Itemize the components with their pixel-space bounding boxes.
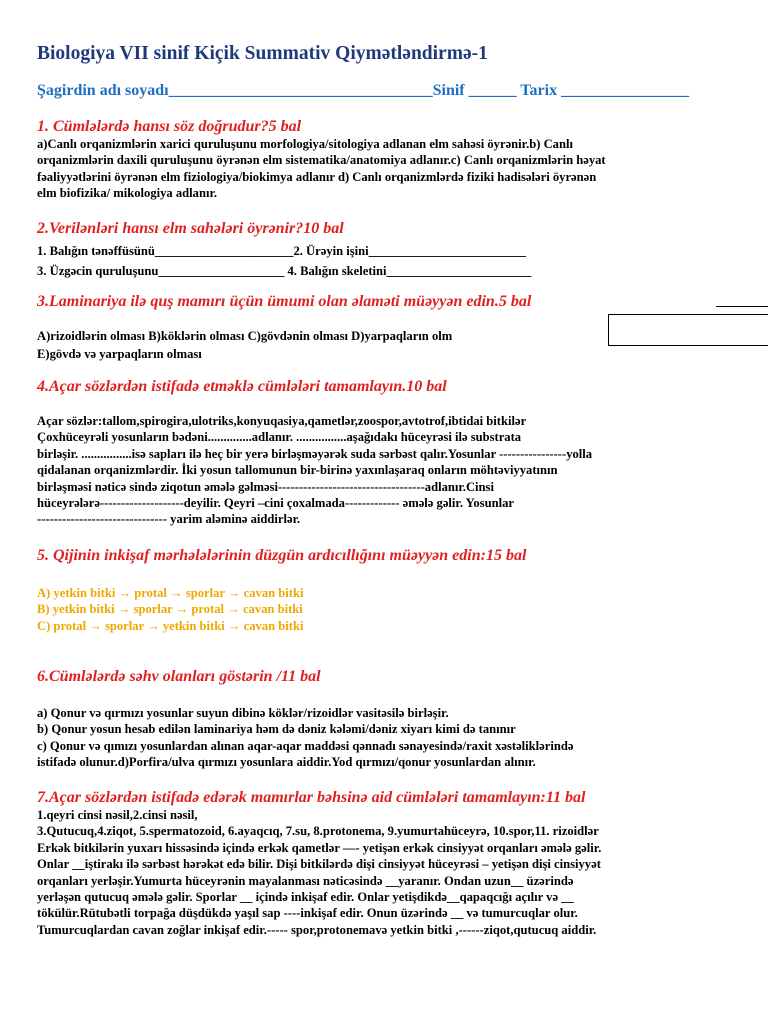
text-line: a)Canlı orqanizmlərin xarici quruluşunu morfologiya/sitologiya adlanan elm sahəsi öyrənir.b) Canlı [37,137,573,151]
question-1-text [37,136,742,202]
question-5-options [37,585,742,634]
text-line: Çoxhüceyrəli yosunların bədəni..............adlanır. ................aşağıdakı hüceyrəsi ilə substrata [37,430,522,445]
text-line: 1. Balığın tənəffüsünü______________________2. Ürəyin işini_________________________ [37,244,527,258]
text-line: yerləşən qutucuq əmələ gəlir. Sporlar __ içində inkişaf edir. Onlar yetişdikdə__qapaqcığı açılır və __ [37,890,574,905]
option-c: C) protal → sporlar → yetkin bitki → cavan bitki [37,618,304,633]
text-line: Açar sözlər:tallom,spirogira,ulotriks,konyuqasiya,qametlər,zoospor,avtotrof,ibtidai bitkilər [37,414,527,428]
question-5-title: 5. Qijinin inkişaf mərhələlərinin düzgün ardıcıllığını müəyyən edin:15 bal [37,547,527,564]
text-line: Tumurcuqlardan cavan zoğlar inkişaf edir.----- spor,protonemavə yetkin bitki ,------ziqot,qutucuq aiddir. [37,922,597,937]
question-7-text [37,807,742,938]
text-line: elm biofizika/ mikologiya adlanır. [37,186,218,201]
text-line: birləşməsi nəticə sində ziqotun əmələ gəlməsi-----------------------------------adlanır.Cinsi [37,479,494,494]
text-line: a) Qonur və qırmızı yosunlar suyun dibinə köklər/rizoidlər vasitəsilə birləşir. [37,706,449,720]
question-4-text [37,413,742,528]
question-6-title: 6.Cümlələrdə səhv olanları göstərin /11 bal [37,668,321,685]
question-2-text [37,241,742,281]
question-3-title: 3.Laminariya ilə quş mamırı üçün ümumi olan əlaməti müəyyən edin.5 bal [37,293,532,310]
text-line: Erkək bitkilərin yuxarı hissəsində içində erkək qametlər —- yetişən erkək cinsiyyət orqanları əmələ gəlir. [37,840,602,855]
answer-box [608,314,768,346]
text-line: orqanları yerləşir.Yumurta hüceyrənin mayalanması nəticəsində __yaranır. Ondan uzun__ üzərində [37,873,574,888]
text-line: Onlar __iştirakı ilə sərbəst hərəkət edə bilir. Dişi bitkilərdə dişi cinsiyyət hüceyrəsi – yetişən dişi cinsiyyət [37,857,601,872]
option-a: A) yetkin bitki → protal → sporlar → cavan bitki [37,586,304,600]
question-7-title: 7.Açar sözlərdən istifadə edərək mamırlar bəhsinə aid cümlələri tamamlayın:11 bal [37,789,586,806]
option-line: A)rizoidlərin olması B)köklərin olması C)gövdənin olması D)yarpaqların olm [37,329,453,343]
question-2-title: 2.Verilənləri hansı elm sahələri öyrənir?10 bal [37,220,344,237]
text-line: 3. Üzgəcin quruluşunu____________________ 4. Balığın skeletini_______________________ [37,264,532,278]
option-line: E)gövdə və yarpaqların olması [37,347,202,361]
student-info-line: Şagirdin adı soyadı_________________________________Sinif ______ Tarix ________________ [37,82,690,99]
text-line: fəaliyyətlərini öyrənən elm fiziologiya/biokimya adlanır d) Canlı orqanizmlərdə fiziki hadisələri öyrənən [37,169,597,184]
text-line: ------------------------------- yarim aləminə aiddirlər. [37,512,301,527]
text-line: b) Qonur yosun hesab edilən laminariya həm də dəniz kələmi/dəniz xiyarı kimi də tanınır [37,722,516,737]
text-line: c) Qonur və qımızı yosunlardan alınan aqar-aqar maddəsi qənnadı sənayesində/raxit xəstəliklərində [37,738,574,753]
page-title: Biologiya VII sinif Kiçik Summativ Qiymətləndirmə-1 [37,43,488,64]
text-line: istifadə olunur.d)Porfira/ulva qırmızı yosunlara aiddir.Yod qırmızı/qonur yosunlardan alınır. [37,755,536,770]
text-line: orqanizmlərin daxili quruluşunu öyrənən elm sistematika/anatomiya adlanır.c) Canlı orqanizmlərin həyat [37,153,606,168]
question-4-title: 4.Açar sözlərdən istifadə etməklə cümlələri tamamlayın.10 bal [37,378,447,395]
answer-box-top-line [716,306,768,307]
option-b: B) yetkin bitki → sporlar → protal → cavan bitki [37,602,303,617]
text-line: hüceyrələrə--------------------deyilir. Qeyri –cini çoxalmada------------- əmələ gəlir. Yosunlar [37,496,514,511]
text-line: 1.qeyri cinsi nəsil,2.cinsi nəsil, [37,808,198,822]
text-line: tökülür.Rütubətli torpağa düşdükdə yaşıl sap ----inkişaf edir. Onun üzərində __ və tumurcuqlar olur. [37,906,578,921]
question-6-text [37,705,742,771]
text-line: qidalanan orqanizmlərdir. İki yosun tallomunun bir-birinə yaxınlaşaraq onların möhtəviyyatının [37,463,558,478]
question-1-title: 1. Cümlələrdə hansı söz doğrudur?5 bal [37,118,302,135]
text-line: birləşir. ................isə sapları ilə heç bir yerə birləşməyərək suda sərbəst qalır.Yosunlar ----------------yolla [37,446,593,461]
text-line: 3.Qutucuq,4.ziqot, 5.spermatozoid, 6.ayaqcıq, 7.su, 8.protonema, 9.yumurtahüceyrə, 10.spor,11. rizoidlər [37,824,599,839]
